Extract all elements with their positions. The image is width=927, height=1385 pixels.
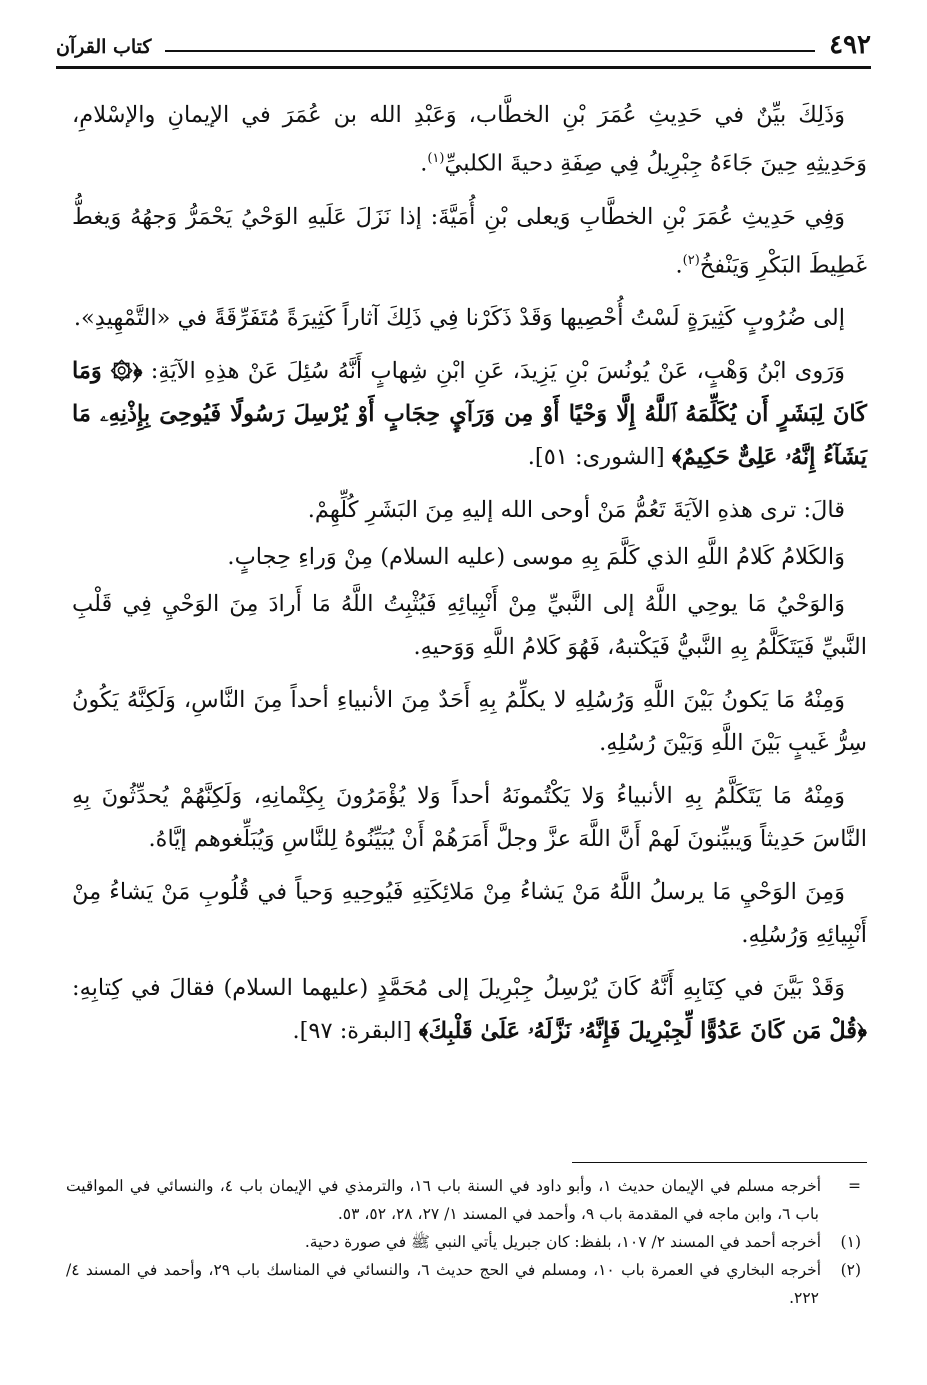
- paragraph: وَالوَحْيُ مَا يوحِي اللَّهُ إلى النَّبيِّ مِنْ أَنْبِيائِهِ فَيُثْبِتُ اللَّهُ مَا أَرادَ مِنَ الوَحْيِ فِي قَلْبِ النَّبيِّ فَيَتَكَلَّمُ بِهِ النَّبيُّ فَيَكْتبهُ، فَهُوَ كَلامُ اللَّهِ وَوَحيهِ.: [72, 591, 867, 660]
- page-header: [56, 22, 871, 60]
- header-line: [165, 50, 815, 52]
- book-title: كتاب القرآن: [56, 36, 152, 58]
- footnote-mark: (٢): [840, 1261, 862, 1279]
- footnote: [66, 1172, 861, 1228]
- narration-intro: وَرَوى ابْنُ وَهْبٍ، عَنْ يُونُسَ بْنِ يَزِيدَ، عَنِ ابْنِ شِهابٍ أَنَّهُ سُئِلَ عَنْ هذِهِ الآيَةِ:: [150, 358, 845, 384]
- paragraph: إلى ضُرُوبٍ كَثِيرَةٍ لَسْتُ أُحْصِيها وَقَدْ ذَكَرْنا فِي ذَلِكَ آثاراً كَثِيرَةً مُتَفَرِّقَةً في «التَّمْهِيدِ».: [73, 305, 845, 331]
- footnote-mark: =: [848, 1177, 862, 1195]
- paragraph: وَفِي حَدِيثِ عُمَرَ بْنِ الخطَّابِ وَيعلى بْنِ أُمَيَّةَ: إذا نَزَلَ عَلَيهِ الوَحْيُ يَحْمَرُّ وَجهُهُ وَيغطُّ غَطِيطَ البَكْرِ وَيَنْفخُ$^{(٢)}$.: [72, 203, 867, 278]
- quran-verse: ﴿۞ وَمَا كَانَ لِبَشَرٍ أَن يُكَلِّمَهُ ٱللَّهُ إِلَّا وَحْيًا أَوْ مِن وَرَآيِٕ حِجَابٍ أَوْ يُرْسِلَ رَسُولًا فَيُوحِىَ بِإِذْنِهِۦ مَا يَشَآءُ إِنَّهُۥ عَلِىٌّ حَكِيمٌ﴾: [72, 358, 867, 470]
- paragraph: وَذَلِكَ بيِّنٌ في حَدِيثِ عُمَرَ بْنِ الخطَّاب، وَعَبْدِ الله بن عُمَرَ في الإيمانِ والإسْلامِ، وَحَدِيثِهِ حِينَ جَاءَهُ جِبْرِيلُ فِي صِفَةِ دحيةَ الكلبيِّ$^{(١)}$.: [72, 102, 867, 177]
- main-text: [72, 94, 867, 1063]
- quran-verse: ﴿قُلْ مَن كَانَ عَدُوًّا لِّجِبْرِيلَ فَإِنَّهُۥ نَزَّلَهُۥ عَلَىٰ قَلْبِكَ﴾: [418, 1018, 867, 1044]
- footnote-ref: (٢): [682, 252, 700, 268]
- footnote: [66, 1256, 861, 1312]
- paragraph: وَمِنَ الوَحْيِ مَا يرسلُ اللَّهُ مَنْ يَشاءُ مِنْ مَلائِكَتِهِ فَيُوحِيهِ وَحياً في قُلُوبِ مَنْ يَشاءُ مِنْ أَنْبِيائِهِ وَرُسُلِهِ.: [72, 879, 867, 948]
- footnote-text: أخرجه أحمد في المسند ٢/ ١٠٧، بلفظ: كان جبريل يأتي النبي ﷺ في صورة دحية.: [304, 1233, 821, 1251]
- paragraph: وَمِنْهُ مَا يَكونُ بَيْنَ اللَّهِ وَرُسُلِهِ لا يكلِّمُ بِهِ أَحَدٌ مِنَ الأنبياءِ أحداً مِنَ النَّاسِ، وَلَكِنَّهُ يَكُونُ سِرُّ غَيبٍ بَيْنَ اللَّهِ وَبَيْنَ رُسُلِهِ.: [72, 687, 867, 756]
- paragraph: [72, 967, 867, 1053]
- verse-citation: [البقرة: ٩٧].: [292, 1018, 412, 1044]
- paragraph: وَمِنْهُ مَا يَتَكَلَّمُ بِهِ الأنبياءُ وَلا يَكْتُمونَهُ أحداً وَلا يُؤْمَرُونَ بِكِتْمانِهِ، وَلَكِنَّهُمْ يُحدِّثُونَ بِهِ النَّاسَ حَدِيثاً وَيبيِّنونَ لَهمْ أَنَّ اللَّهَ عزَّ وجلَّ أَمَرَهُمْ أَنْ يُبَيِّنُوهُ لِلنَّاسِ وَيُبَلِّغوهم إيَّاهُ.: [72, 783, 867, 852]
- footnotes: [66, 1172, 861, 1312]
- narration-paragraph: [72, 350, 867, 479]
- header-rule: [56, 66, 871, 69]
- footnote-text: أخرجه مسلم في الإيمان حديث ١، وأبو داود في السنة باب ١٦، والترمذي في الإيمان باب ٤، والنسائي في المواقيت باب ٦، وابن ماجه في المقدمة باب ٩، وأحمد في المسند ١/ ٢٧، ٢٨، ٥٢، ٥٣.: [66, 1177, 822, 1223]
- footnote: [66, 1228, 861, 1256]
- verse-citation: [الشورى: ٥١].: [527, 444, 665, 470]
- footnote-mark: (١): [840, 1233, 861, 1251]
- paragraph: قالَ: ترى هذهِ الآيَةَ تَعُمُّ مَنْ أوحى الله إليهِ مِنَ البَشَرِ كُلِّهِمْ.: [307, 497, 845, 523]
- footnote-text: أخرجه البخاري في العمرة باب ١٠، ومسلم في الحج حديث ٦، والنسائي في المناسك باب ٢٩، وأحمد في المسند ٤/ ٢٢٢.: [66, 1261, 822, 1307]
- footnote-ref: (١): [427, 151, 445, 166]
- paragraph: وَالكَلامُ كَلامُ اللَّهِ الذي كَلَّمَ بِهِ موسى (عليه السلام) مِنْ وَراءِ حِجابٍ.: [227, 544, 845, 570]
- footnote-separator: [572, 1162, 867, 1163]
- paragraph-intro: وَقَدْ بَيَّنَ في كِتَابِهِ أَنَّهُ كَانَ يُرْسِلُ جِبْرِيلَ إلى مُحَمَّدٍ (عليهما السلام) فقالَ في كِتابِهِ:: [72, 975, 845, 1001]
- page-number: ٤٩٢: [829, 30, 871, 60]
